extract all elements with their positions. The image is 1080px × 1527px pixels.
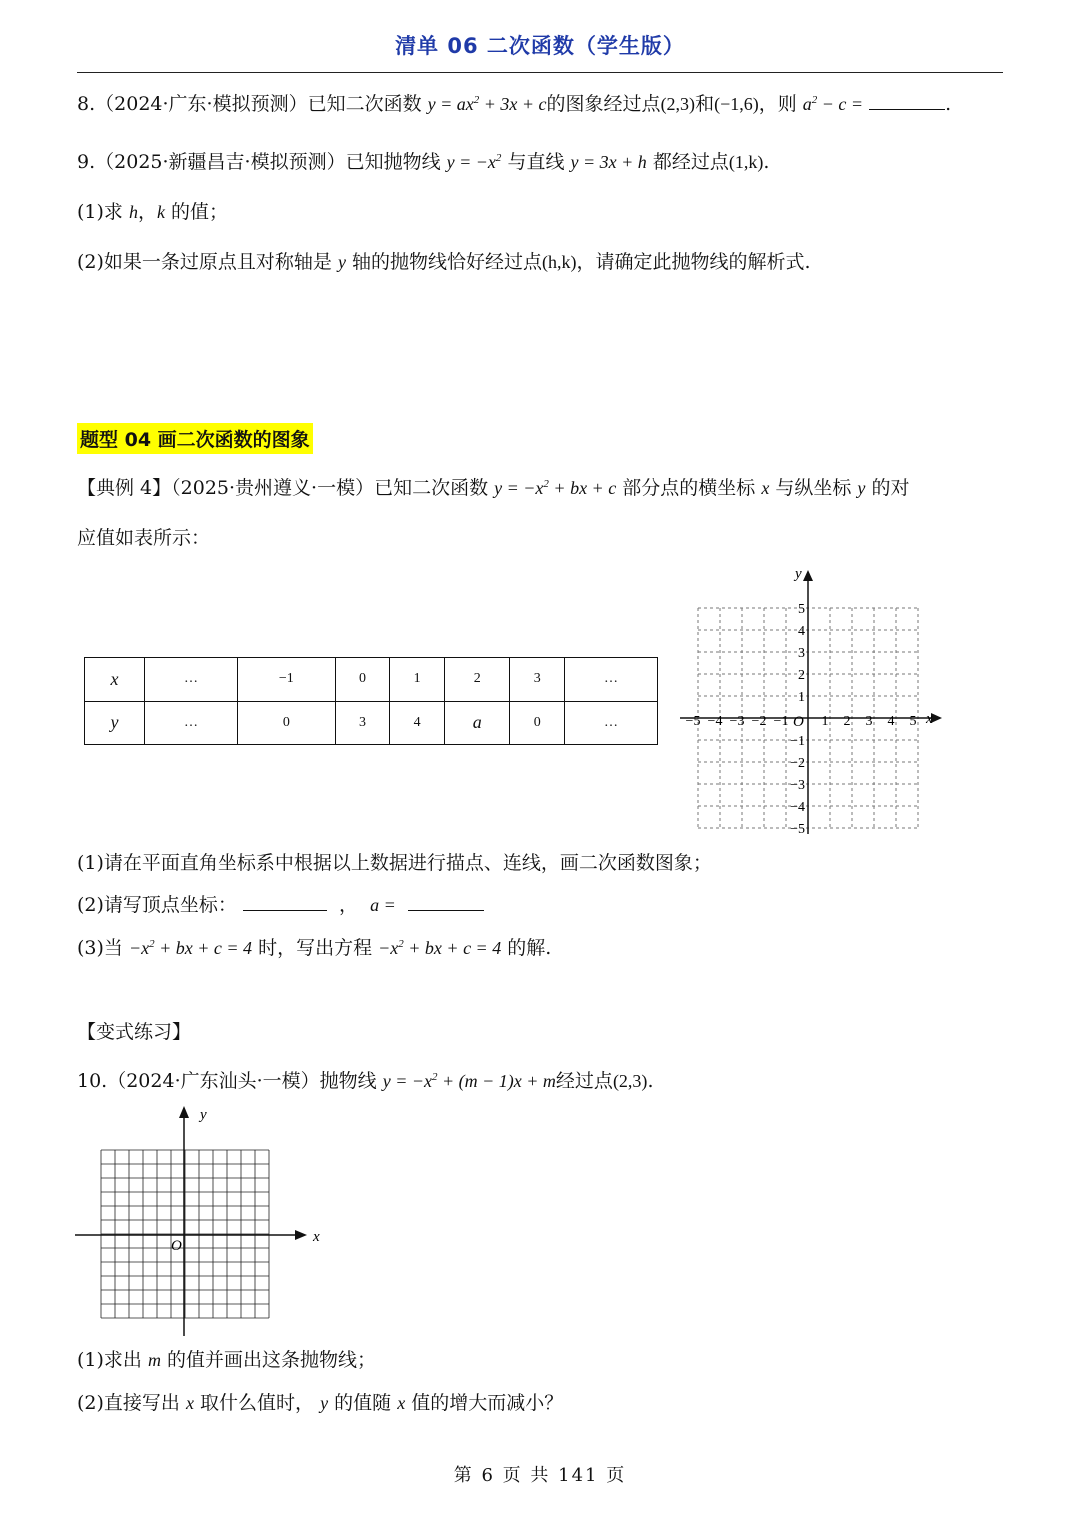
q9-var-k: k [156, 202, 165, 222]
y-tick-label: 4 [798, 624, 805, 639]
q9-part-text: (1)求 [77, 201, 123, 223]
grid-axes [680, 570, 942, 834]
table-cell: 0 [510, 701, 565, 745]
x-axis-label: x [313, 1229, 320, 1245]
table-row [85, 701, 658, 745]
question-10 [77, 1067, 653, 1095]
example-text: 与纵坐标 [775, 477, 852, 499]
table-cell: 1 [390, 658, 445, 702]
x-tick-label: −3 [729, 714, 745, 729]
q9-part-text: 轴的抛物线恰好经过点 [352, 251, 543, 273]
example-var-x: x [761, 478, 770, 498]
q8-formula: $y = ax^2 + 3x + c$ [427, 94, 547, 114]
table-cell: x [85, 658, 145, 702]
example-part-text: (2)请写顶点坐标： [77, 894, 237, 916]
q10-source: （2024·广东汕头·一模） [107, 1070, 320, 1092]
q9-part-text: ，请确定此抛物线的解析式. [576, 251, 811, 273]
origin-label: O [171, 1238, 182, 1254]
x-tick-label: 3 [865, 714, 873, 729]
variant-title: 【变式练习】 [77, 1021, 192, 1043]
q9-part-text: 的值； [171, 201, 229, 223]
example-coordinate-grid [680, 560, 950, 845]
x-tick-label: −1 [773, 714, 789, 729]
q8-text: 的图象经过点 [546, 93, 661, 115]
question-8 [77, 90, 951, 118]
y-tick-label: −1 [790, 734, 805, 749]
y-tick-label: −5 [790, 822, 805, 837]
a-answer-blank[interactable] [408, 892, 484, 911]
header-rule [77, 72, 1003, 73]
example-tag: 【典例 4】 [77, 477, 172, 499]
q9-text: 与直线 [507, 151, 565, 173]
grid-lines [101, 1150, 269, 1318]
vertex-answer-blank[interactable] [243, 892, 327, 911]
q9-source: （2025·新疆昌吉·模拟预测） [95, 151, 346, 173]
example-var-y: y [857, 478, 866, 498]
y-axis-arrow-icon [179, 1106, 189, 1118]
example-part-text: ， [339, 894, 359, 916]
q10-part-text: 的值并画出这条抛物线； [167, 1349, 377, 1371]
q9-part-text: (2)如果一条过原点且对称轴是 [77, 251, 332, 273]
table-cell: 0 [335, 658, 390, 702]
table-row [85, 658, 658, 702]
q10-point: (2,3) [612, 1071, 648, 1091]
table-cell: … [145, 701, 238, 745]
q9-text: 已知抛物线 [345, 151, 441, 173]
q10-part-text: (2)直接写出 [77, 1392, 180, 1414]
q10-part-text: 的值随 [334, 1392, 392, 1414]
y-tick-label: 2 [798, 668, 805, 683]
q8-number: 8. [77, 93, 96, 115]
example-4 [77, 474, 909, 502]
q10-part-text: 值的增大而减小？ [411, 1392, 564, 1414]
example-part-text: 的解. [507, 937, 552, 959]
table-cell: … [565, 658, 658, 702]
example-part-3 [77, 934, 551, 962]
table-cell: 3 [335, 701, 390, 745]
x-tick-label: 4 [887, 714, 895, 729]
q9-part-1 [77, 198, 228, 226]
x-tick-label: 1 [821, 714, 829, 729]
q9-text: 都经过点 [652, 151, 729, 173]
q10-part-text: (1)求出 [77, 1349, 142, 1371]
y-tick-label: −3 [790, 778, 805, 793]
q10-var-x: x [185, 1393, 194, 1413]
y-tick-label: 5 [798, 602, 805, 617]
y-tick-label: −4 [790, 800, 805, 815]
q10-part-2 [77, 1389, 563, 1417]
x-tick-label: 5 [909, 714, 917, 729]
y-tick-label: −2 [790, 756, 805, 771]
table-cell: 0 [237, 701, 335, 745]
y-tick-label: 3 [798, 646, 805, 661]
y-axis-label: y [795, 566, 802, 582]
question-9 [77, 148, 769, 176]
x-tick-label: −5 [685, 714, 701, 729]
table-cell: −1 [237, 658, 335, 702]
y-axis-arrow-icon [803, 570, 813, 581]
example-line-2: 应值如表所示： [77, 527, 211, 549]
q10-formula: $y = -x^2 + (m - 1)x + m$ [382, 1071, 556, 1091]
q10-coordinate-grid [75, 1100, 335, 1345]
example-part-text: (3)当 [77, 937, 123, 959]
origin-label: O [793, 714, 804, 730]
q8-answer-expr: $a^2 - c$ = [802, 94, 864, 114]
a-equals-label: a = [370, 895, 396, 915]
table-cell: 3 [510, 658, 565, 702]
x-axis-label: x [926, 711, 933, 727]
q8-text: ，则 [758, 93, 797, 115]
section-title: 题型 04 画二次函数的图象 [77, 423, 313, 454]
example-text: 的对 [871, 477, 910, 499]
q8-source: （2024·广东·模拟预测） [95, 93, 308, 115]
table-cell: y [85, 701, 145, 745]
example-text: 已知二次函数 [374, 477, 489, 499]
q10-var-y: y [320, 1393, 329, 1413]
q9-point: (1,k) [728, 152, 764, 172]
example-source: （2025·贵州遵义·一模） [171, 477, 375, 499]
example-part-1: (1)请在平面直角坐标系中根据以上数据进行描点、连线，画二次函数图象； [77, 852, 712, 874]
q9-line-formula: y = 3x + h [570, 152, 647, 172]
table-cell: 4 [390, 701, 445, 745]
q8-text: 已知二次函数 [307, 93, 422, 115]
q9-point-hk: (h,k) [542, 252, 577, 272]
q9-var-h: h [128, 202, 138, 222]
q10-number: 10. [77, 1070, 108, 1092]
q8-answer-blank[interactable] [869, 91, 945, 110]
page-title: 清单 06 二次函数（学生版） [395, 34, 685, 58]
q9-number: 9. [77, 151, 96, 173]
table-cell: a [444, 701, 510, 745]
x-tick-label: −4 [707, 714, 723, 729]
q9-parabola-formula: $y = -x^2$ [446, 152, 502, 172]
q10-var-m: m [147, 1350, 161, 1370]
x-tick-label: 2 [843, 714, 851, 729]
q10-text: 经过点 [555, 1070, 613, 1092]
q10-tail: . [647, 1070, 654, 1092]
q9-part-2 [77, 248, 811, 276]
x-tick-label: −2 [751, 714, 767, 729]
p3-equation: $-x^2$ + bx + c = 4 [378, 938, 502, 958]
q10-part-text: 取什么值时， [200, 1392, 315, 1414]
y-tick-label: 1 [798, 690, 805, 705]
q9-part-text: ， [137, 201, 157, 223]
example-part-2 [77, 891, 484, 919]
page-footer: 第 6 页 共 141 页 [453, 1465, 627, 1486]
values-table [84, 657, 658, 745]
example-part-text: 时，写出方程 [258, 937, 373, 959]
table-cell: 2 [444, 658, 510, 702]
example-formula: $y = -x^2$ + bx + c [494, 478, 617, 498]
q10-var-x: x [397, 1393, 406, 1413]
table-cell: … [145, 658, 238, 702]
p3-formula: $-x^2$ + bx + c = 4 [128, 938, 253, 958]
q10-text: 抛物线 [319, 1070, 377, 1092]
q9-var-y: y [337, 252, 346, 272]
table-cell: … [565, 701, 658, 745]
q8-point: (2,3) [660, 94, 696, 114]
q10-part-1 [77, 1346, 376, 1374]
q8-point: (−1,6) [714, 94, 759, 114]
example-text: 部分点的横坐标 [622, 477, 756, 499]
q9-tail: . [763, 151, 770, 173]
x-axis-arrow-icon [295, 1230, 307, 1240]
q8-tail: . [945, 93, 952, 115]
y-axis-label: y [200, 1107, 207, 1123]
q8-text: 和 [695, 93, 715, 115]
